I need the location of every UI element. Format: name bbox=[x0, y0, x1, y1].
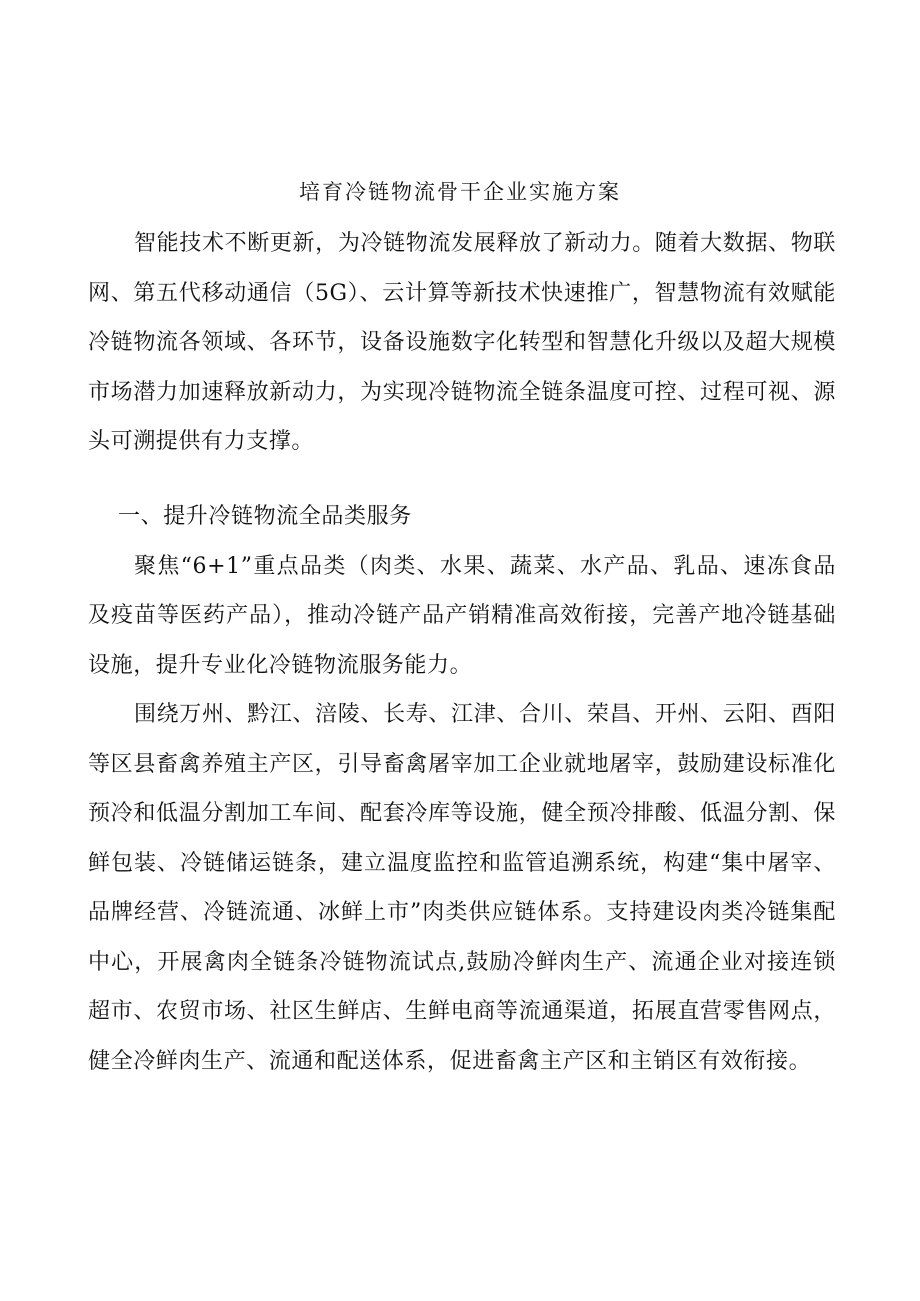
intro-paragraph: 智能技术不断更新，为冷链物流发展释放了新动力。随着大数据、物联网、第五代移动通信（5G）、云计算等新技术快速推广，智慧物流有效赋能冷链物流各领域、各环节，设备设施数字化转型和智慧化升级以及超大规模市场潜力加速释放新动力，为实现冷链物流全链条温度可控、过程可视、源头可溯提供有力支撑。 bbox=[88, 231, 836, 454]
section-heading: 一、提升冷链物流全品类服务 bbox=[118, 504, 412, 529]
section-1 bbox=[88, 492, 836, 1086]
section-paragraph-1: 聚焦“6+1”重点品类（肉类、水果、蔬菜、水产品、乳品、速冻食品及疫苗等医药产品），推动冷链产品产销精准高效衔接，完善产地冷链基础设施，提升专业化冷链物流服务能力。 bbox=[88, 553, 836, 678]
intro-block bbox=[88, 219, 836, 467]
section-paragraph-2: 围绕万州、黔江、涪陵、长寿、江津、合川、荣昌、开州、云阳、酉阳等区县畜禽养殖主产区，引导畜禽屠宰加工企业就地屠宰，鼓励建设标准化预冷和低温分割加工车间、配套冷库等设施，健全预冷排酸、低温分割、保鲜包装、冷链储运链条，建立温度监控和监管追溯系统，构建“集中屠宰、品牌经营、冷链流通、冰鲜上市”肉类供应链体系。支持建设肉类冷链集配中心，开展禽肉全链条冷链物流试点,鼓励冷鲜肉生产、流通企业对接连锁超市、农贸市场、社区生鲜店、生鲜电商等流通渠道，拓展直营零售网点，健全冷鲜肉生产、流通和配送体系，促进畜禽主产区和主销区有效衔接。 bbox=[88, 702, 836, 1074]
document-title: 培育冷链物流骨干企业实施方案 bbox=[299, 180, 621, 204]
